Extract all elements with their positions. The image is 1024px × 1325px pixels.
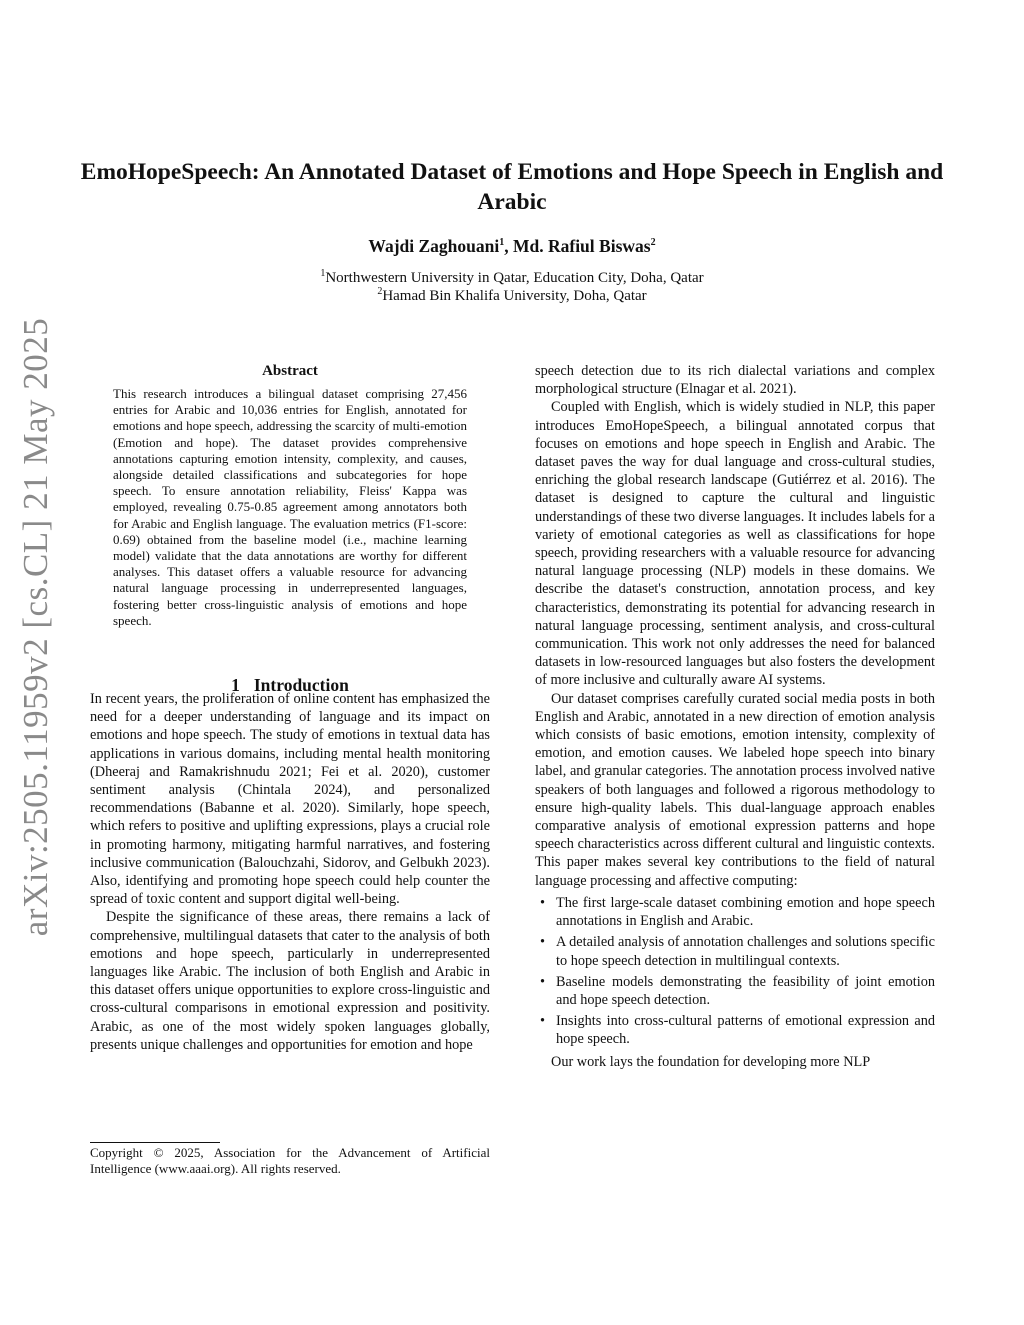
intro-paragraph-1: In recent years, the proliferation of online content has emphasized the need for a deeper understanding of language and its impact on emotions and hope speech. The study of emotions in textual data has applications in various domains, including mental health monitoring (Dheeraj and Ramakrishnudu 2021; Fei et al. 2020), customer sentiment analysis (Chintala 2024), and personalized recommendations (Babanne et al. 2020). Similarly, hope speech, which refers to positive and uplifting expressions, plays a crucial role in promoting harmony, mitigating harmful narratives, and fostering inclusive communication (Balouchzahi, Sidorov, and Gelbukh 2023). Also, identifying and promoting hope speech could help counter the spread of toxic content and support digital well-being. — [90, 691, 490, 908]
bullet-icon: • — [540, 973, 546, 990]
list-item-text: The first large-scale dataset combining emotion and hope speech annotations in English and Arabic. — [556, 894, 935, 930]
intro-paragraph-continued: speech detection due to its rich dialectal variations and complex morphological structure (Elnagar et al. 2021). — [535, 363, 935, 398]
footnote-divider — [90, 1142, 220, 1143]
section-number: 1 — [231, 675, 240, 695]
list-item-text: Insights into cross-cultural patterns of emotional expression and hope speech. — [556, 1013, 935, 1048]
intro-paragraph-2: Despite the significance of these areas, there remains a lack of comprehensive, multilingual datasets that cater to the analysis of both emotions and hope speech, particularly in underrepresented languages like Arabic. The inclusion of both English and Arabic in this dataset offers unique opportunities to explore cross-linguistic and cross-cultural comparisons in emotional expression and positivity. Arabic, as one of the most widely spoken languages globally, presents unique challenges and opportunities for emotion and hope — [90, 909, 490, 1053]
paper-title: EmoHopeSpeech: An Annotated Dataset of Emotions and Hope Speech in English and Arabic — [80, 159, 944, 215]
intro-paragraph-4: Our dataset comprises carefully curated social media posts in both English and Arabic, annotated in a new direction of emotion analysis which consists of basic emotions, emotion intensity, complexity of emotion, and emotion causes. We labeled hope speech into binary label, and granular categories. The annotation process involved native speakers of both languages and followed a rigorous methodology to ensure high-quality labels. This dual-language approach enables comparative analysis of emotional expression patterns and hope speech characteristics across different cultural and linguistic contexts. This paper makes several key contributions to the field of natural language processing and affective computing: — [535, 690, 935, 889]
abstract-heading: Abstract — [262, 363, 318, 379]
abstract-text: This research introduces a bilingual dataset comprising 27,456 entries for Arabic and 10,036 entries for English, annotated for emotions and hope speech, addressing the scarcity of multi-emotion (Emotion and hope). The dataset provides comprehensive annotations capturing emotion intensity, complexity, and causes, alongside detailed classifications and subcategories for hope speech. To ensure annotation reliability, Fleiss' Kappa was employed, revealing 0.75-0.85 agreement among annotators both for Arabic and English language. The evaluation metrics (F1-score: 0.69) obtained from the baseline model (i.e., machine learning model) validate that the data annotations are worthy for different analyses. This dataset offers a valuable resource for advancing natural language processing in underrepresented languages, fostering better cross-linguistic analysis of emotions and hope speech. — [113, 386, 467, 628]
affiliation-2 — [80, 286, 944, 305]
list-item — [535, 933, 935, 969]
author-affil-mark: 1 — [499, 237, 505, 249]
list-item — [535, 973, 935, 1009]
section-title: Introduction — [253, 675, 349, 695]
contributions-list — [535, 894, 935, 1049]
intro-paragraph-3: Coupled with English, which is widely studied in NLP, this paper introduces EmoHopeSpeech, a bilingual annotated corpus that focuses on emotions and hope speech in English and Arabic. The dataset paves the way for dual language and cross-cultural studies, enriching the global research landscape (Gutiérrez et al. 2016). The dataset is designed to capture the cultural and linguistic understandings of these two diverse languages. It includes labels for a variety of emotional categories as well as classifications for hope speech, providing researchers with a valuable resource for advancing natural language processing (NLP) models in these domains. We describe the dataset's construction, annotation process, and key characteristics, demonstrating its potential for advancing research in natural language processing, sentiment analysis, and cross-cultural communication. This work not only addresses the need for balanced datasets in low-resourced languages but also fosters the development of more inclusive and culturally aware AI systems. — [535, 399, 935, 689]
author-affil-mark: 2 — [650, 237, 656, 249]
bullet-icon: • — [540, 1013, 546, 1030]
affiliation-mark: 1 — [320, 268, 326, 279]
list-item — [535, 1012, 935, 1048]
left-column — [90, 690, 490, 1054]
author-name: Wajdi Zaghouani — [368, 236, 500, 256]
list-item-text: Baseline models demonstrating the feasibility of joint emotion and hope speech detection. — [556, 973, 935, 1008]
affiliation-text: Northwestern University in Qatar, Education City, Doha, Qatar — [325, 270, 704, 286]
affiliation-mark: 2 — [377, 286, 383, 297]
bullet-icon: • — [540, 894, 546, 911]
arxiv-stamp-text: arXiv:2505.11959v2 [cs.CL] 21 May 2025 — [16, 317, 55, 937]
arxiv-stamp — [10, 312, 62, 942]
affiliation-text: Hamad Bin Khalifa University, Doha, Qatar — [382, 288, 647, 304]
copyright-footnote: Copyright © 2025, Association for the Advancement of Artificial Intelligence (www.aaai.org). All rights reserved. — [90, 1145, 490, 1176]
list-item-text: A detailed analysis of annotation challenges and solutions specific to hope speech detection in multilingual contexts. — [556, 934, 935, 969]
affiliation-1 — [80, 268, 944, 287]
bullet-icon: • — [540, 934, 546, 951]
right-column — [535, 362, 935, 1071]
list-item — [535, 894, 935, 930]
intro-closing-line: Our work lays the foundation for developing more NLP — [551, 1053, 871, 1070]
author-list: Wajdi Zaghouani$^1$, Md. Rafiul Biswas$^2$ — [368, 236, 656, 256]
author-name: Md. Rafiul Biswas — [512, 236, 651, 256]
